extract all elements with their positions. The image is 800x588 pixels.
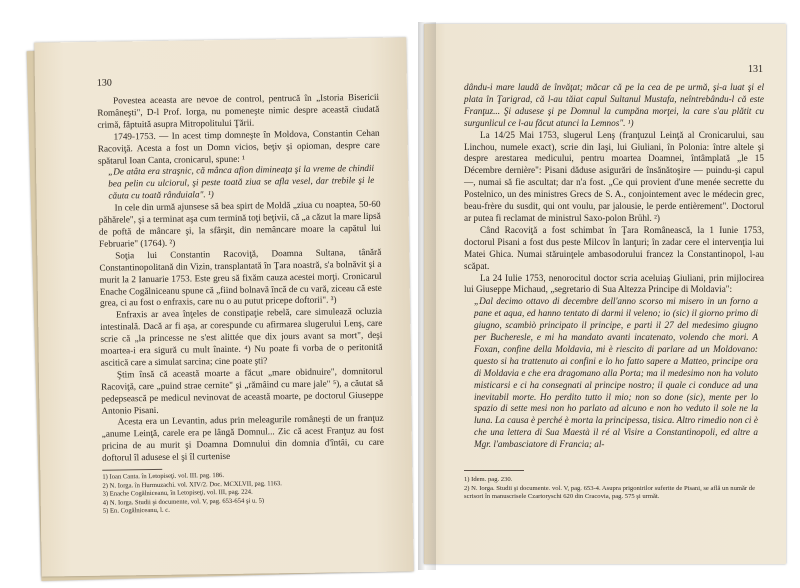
open-book [28, 14, 788, 580]
right-footnotes [464, 476, 764, 502]
footnote: 2) N. Iorga. în Hurmuzachi. vol. XIV/2. Doc. MCXLVII, pag. 1163. [102, 479, 282, 490]
paragraph: 1749-1753. — In acest timp domneşte în Moldova, Constantin Cehan Racoviţă. Acesta a fost un Domn vicios, beţiv şi opioman, despre care spătarul Ioan Canta, cronicarul, spune: ¹ [97, 127, 380, 166]
left-footnotes [102, 471, 303, 517]
page-number: 130 [96, 77, 112, 89]
paragraph: La 14/25 Mai 1753, slugerul Lenş (franţuzul Leinţă al Cronicarului, sau Linchou, numele exact), scrie din Iaşi, lui Giuliani, în Polonia: între altele şi despre arestarea medicului, pentru moartea Doamnei, întâmplată „le 15 Décembre dernière": Pisani dăduse asigurări de însănătoşire — puindu-şi capul —, numai să fie ascultat; dar n'a fost. „Ce qui provient d'une menée secrette du Postelnico, un des ministres Grecs de S. A., conjointement avec le médecin grec, beau-frère du susdit, qui ont voulu, par jalousie, le perde entièrement". Doctorul ar putea fi reclamat de ministrul Saxo-polon Brühl. ²) [464, 129, 764, 223]
quoted-paragraph: „De atâta era straşnic, că mânca afion dimineaţa şi la vreme de chindii bea pelin cu ulciorul, şi peste toată ziua se afla vesel, dar trebile şi le căuta cu toată rânduiala". ¹) [108, 163, 375, 201]
footnote-divider [102, 469, 162, 471]
paragraph: Soţia lui Constantin Racoviţă, Doamna Sultana, tânără Constantinopolitană din Vizin, transplantată în Ţara noastră, s'a bolnăvit şi a murit la 2 Ianuarie 1753. Este greu să fixăm cauza acestei morţi. Cronicarul Enache Cogălniceanu spune că „fiind bolnavă încă de cu vară, ziceau că este grea, ci au fost o enfraxis, care nu o au putut pricepe doftorii". ³) [99, 246, 382, 309]
paragraph: Ştim însă că această moarte a făcut „mare obidnuire", domnitorul Racoviţă, care „puind strae cernite" şi „rămâind cu mare jale" ⁵), a căutat să pedepsească pe medicul nevinovat de această moarte, pe doctorul Giuseppe Antonio Pisani. [101, 365, 384, 416]
paragraph: Povestea aceasta are nevoe de control, pentrucă în „Istoria Bisericii Româneşti", D-l Prof. Iorga, nu pomeneşte nimic despre această ciudată crimă, făptuită asupra Mitropolitului Ţării. [97, 91, 380, 130]
footnote: 1) Idem. pag. 230. [464, 476, 513, 483]
footnote: 5) En. Cogălniceanu, l. c. [102, 507, 170, 516]
footnote-divider [464, 470, 524, 471]
right-page-body [464, 82, 764, 451]
paragraph: In cele din urmă ajunsese să bea spirt de Moldă „ziua cu noaptea, 50-60 păhărele", şi a terminat aşa cum termină toţi beţivii, că „a căzut la mare lipsă de poftă de mâncare şi, la sfârşit, din nemâncare moare la capătul lui Februarie" (1764). ²) [98, 198, 381, 249]
footnote: 1) Ioan Canta. în Letopiseţi. vol. III. pag. 186. [102, 472, 224, 481]
quoted-paragraph: dându-i mare laudă de învăţat; măcar că pe la cea de pe urmă, şi-a luat şi el plata în Ţarigrad, că l-au tăiat capul Sultanul Mustafa, neîntrebându-l că este Franţuz... Şi adusese şi pe Domnul la cumpăna morţei, la care s'au plătit cu surgunlicul ce l-au făcut atunci la Lemnos". ¹) [464, 82, 764, 128]
footnote: 3) Enache Cogălniceanu, în Letopiseţi, vol. III, pag. 224. [102, 488, 253, 498]
right-page [424, 24, 786, 564]
page-number: 131 [748, 64, 763, 75]
quoted-paragraph: „Dal decimo ottavo di decembre dell'anno scorso mi misero in un forno a pane et aqua, ed hanno tentato di darmi il veleno; io (sic) il giorno primo di giugno, scambiò principato il principe, e parti il 27 del medesimo giugno per Bucheresle, e mi ha mandato avanti incatenato, volendo che mori. A Foxan, confine della Moldavia, mi è riescito di parlare ad un Moldovano: questo si ha trattenuto ai confini e lo ho fatto sapere a Matteo, principe ora di Moldavia e che era dragomano alla Porta; ma il medesimo non ha voluto misticarsi e ci ha consegnati al principe nostro; il quale ci conduce ad una inevitabil morte. Ho perdito tutto il mio; non so done (sic), mente per lo spazio di sette mesi non ho parlato ad alcuno e non ho veduto il sole ne la luna. La causa è perché è morta la principessa, tisica. Altro rimedio non ci è che una lettera di Sua Maestà il ré al Visire a Constantinopoli, ed altre a Mgr. l'ambasciatore di Francia; al- [474, 296, 758, 450]
paragraph: Acesta era un Levantin, adus prin meleagurile româneşti de un franţuz „anume Leinţă, carele era pe lângă Domnul... Zic că acest Franţuz au fost pricina de au murit şi Doamna Domnului din domnia d'întâi, cu care doftorul îl adusese el şi îl curtenise [101, 413, 384, 463]
book-spine [418, 22, 436, 570]
left-page-body [97, 92, 384, 465]
paragraph: Enfraxis ar avea înţeles de constipaţie rebelă, care simulează ocluzia intestinală. Dacă ar fi aşa, ar corespunde cu afirmarea slugerului Lenş, care scrie că „la princesse ne s'est alittée que dix jours avant sa mort", deşi moartea-i era sigură cu mult înainte. ⁴) Nu poate fi vorba de o peritonită ascitică care a simulat sarcina; cine poate şti? [100, 306, 383, 368]
paragraph: Când Racoviţă a fost schimbat în Ţara Românească, la 1 Iunie 1753, doctorul Pisani a fost dus peste Milcov în lanţuri; în zadar cere el intervenţia lui Matei Ghica. Numai stăruinţele ambasodorului francez la Constantinopol, l-au scăpat. [464, 224, 764, 271]
footnote: 2) N. Iorga. Studii şi documente. vol. V, pag. 653-4. Asupra prigonirilor suferite de Pisani, se află un număr de scrisori în manuscrisele Czartoryschi 620 din Cracovia, pag. 575 şi următ. [464, 484, 755, 501]
paragraph: La 24 Iulie 1753, nenorocitul doctor scria aceluiaş Giuliani, prin mijlocirea lui Giuseppe Michaud, „segretario di Sua Altezza Principe di Moldavia": [464, 272, 764, 295]
footnote: 4) N. Iorga. Studii şi documente, vol. V, pag. 653-654 şi u. 5) [102, 497, 265, 507]
left-page [34, 37, 413, 576]
